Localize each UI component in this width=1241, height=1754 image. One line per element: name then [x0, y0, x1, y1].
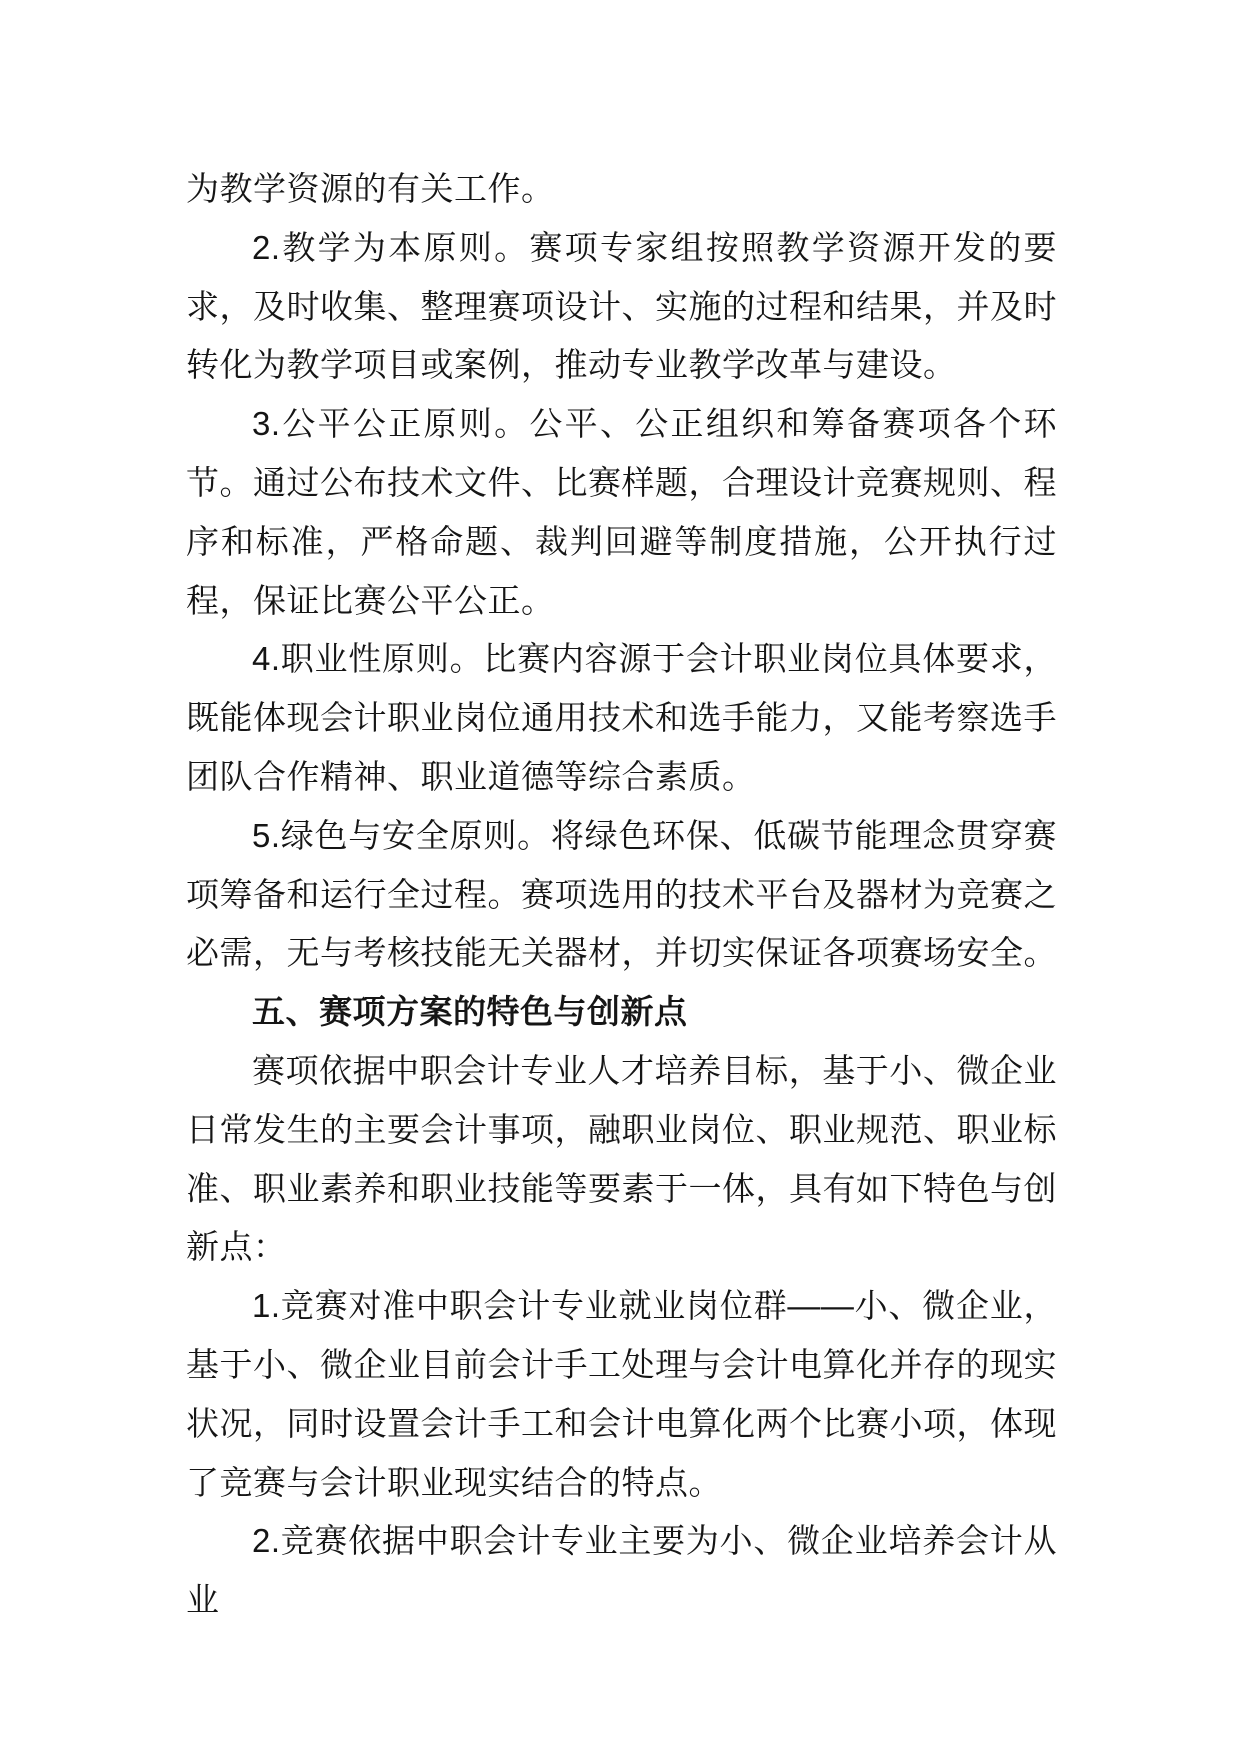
- paragraph-principle-3-fairness: 3.公平公正原则。公平、公正组织和筹备赛项各个环节。通过公布技术文件、比赛样题，合理设计竞赛规则、程序和标准，严格命题、裁判回避等制度措施，公开执行过程，保证比赛公平公正。: [186, 405, 1057, 619]
- paragraph-continuation: 为教学资源的有关工作。: [186, 170, 555, 207]
- section-heading-features-innovations: 五、赛项方案的特色与创新点: [252, 993, 688, 1031]
- paragraph-principle-4-professional: 4.职业性原则。比赛内容源于会计职业岗位具体要求，既能体现会计职业岗位通用技术和选手能力，又能考察选手团队合作精神、职业道德等综合素质。: [186, 640, 1057, 795]
- paragraph-section-intro: 赛项依据中职会计专业人才培养目标，基于小、微企业日常发生的主要会计事项，融职业岗位、职业规范、职业标准、职业素养和职业技能等要素于一体，具有如下特色与创新点：: [186, 1051, 1057, 1266]
- paragraph-feature-1: 1.竞赛对准中职会计专业就业岗位群——小、微企业，基于小、微企业目前会计手工处理与会计电算化并存的现实状况，同时设置会计手工和会计电算化两个比赛小项，体现了竞赛与会计职业现实结合的特点。: [186, 1287, 1057, 1501]
- paragraph-principle-5-green-safety: 5.绿色与安全原则。将绿色环保、低碳节能理念贯穿赛项筹备和运行全过程。赛项选用的技术平台及器材为竞赛之必需，无与考核技能无关器材，并切实保证各项赛场安全。: [186, 816, 1057, 972]
- document-text-block: [186, 160, 1057, 1630]
- paragraph-principle-2-teaching: 2.教学为本原则。赛项专家组按照教学资源开发的要求，及时收集、整理赛项设计、实施的过程和结果，并及时转化为教学项目或案例，推动专业教学改革与建设。: [186, 228, 1057, 384]
- paragraph-feature-2-partial: 2.竞赛依据中职会计专业主要为小、微企业培养会计从业: [186, 1522, 1057, 1619]
